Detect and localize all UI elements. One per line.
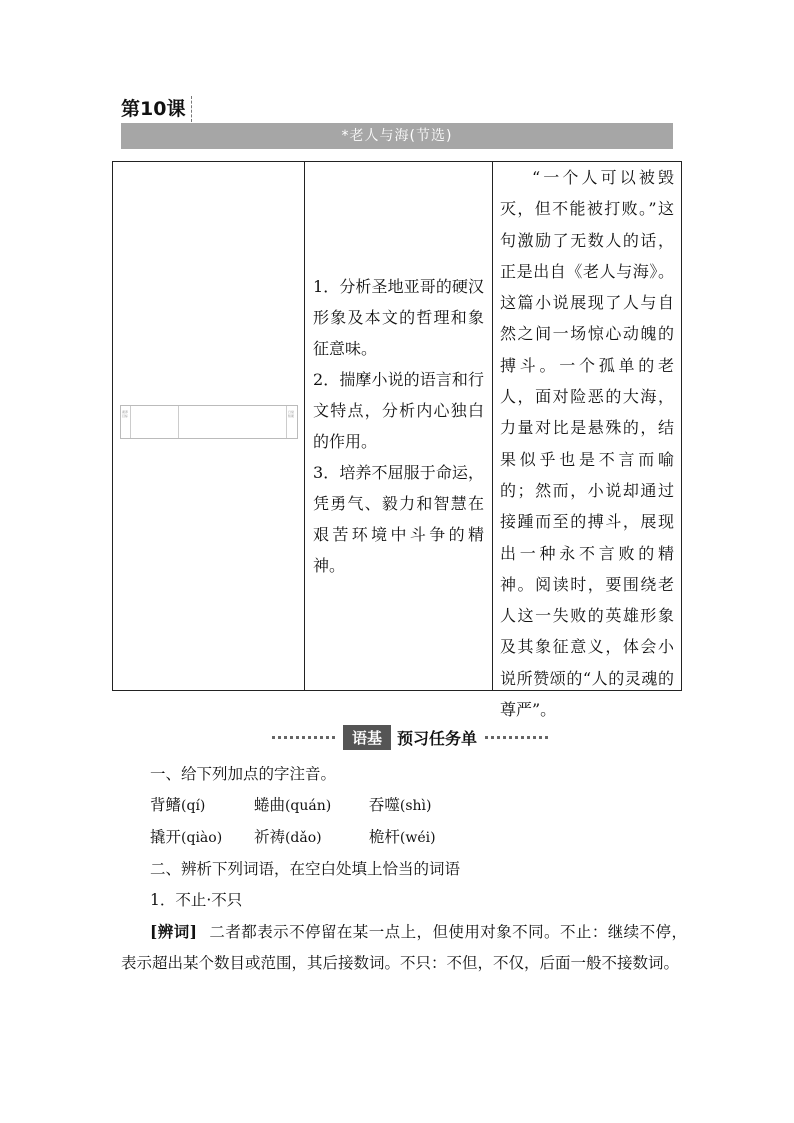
explain-tag: [辨词] <box>150 922 197 941</box>
task2-explanation <box>121 916 687 979</box>
goals-cell <box>305 162 493 690</box>
section-title: 预习任务单 <box>397 728 478 748</box>
thumbnail-column <box>179 406 287 438</box>
thumbnail-cell <box>113 162 305 690</box>
word-text: 吞噬 <box>368 796 400 814</box>
word-text: 祈祷 <box>253 828 285 846</box>
explain-text: 二者都表示不停留在某一点上，但使用对象不同。不止：继续不停，表示超出某个数目或范围，其后接数词。不只：不但，不仅，后面一般不接数词。 <box>121 923 687 972</box>
word-item <box>369 790 489 822</box>
word-pinyin: (qiào) <box>181 830 223 846</box>
goals-list <box>305 271 492 581</box>
task1-heading: 一、给下列加点的字注音。 <box>150 765 337 783</box>
dotted-divider <box>485 736 548 739</box>
word-item <box>150 822 249 854</box>
goal-item: 2．揣摩小说的语言和行文特点，分析内心独白的作用。 <box>313 370 484 451</box>
word-pinyin: (wéi) <box>399 830 436 846</box>
word-item <box>254 790 364 822</box>
word-pinyin: (shì) <box>399 798 432 814</box>
word-text: 撬开 <box>150 828 182 846</box>
word-row <box>121 790 687 822</box>
word-pinyin: (dǎo) <box>284 830 322 846</box>
word-item <box>254 822 364 854</box>
goal-item: 1．分析圣地亚哥的硬汉形象及本文的哲理和象征意味。 <box>313 277 484 358</box>
word-pinyin: (quán) <box>284 798 332 814</box>
word-item <box>369 822 489 854</box>
thumbnail-left-label: 素养目标 <box>121 406 131 438</box>
lesson-number: 第10课 <box>121 96 192 122</box>
section-badge: 语基 <box>343 725 391 750</box>
word-pinyin: (qí) <box>181 798 206 814</box>
intro-cell <box>493 162 681 720</box>
word-item <box>150 790 249 822</box>
intro-table <box>112 161 682 720</box>
word-text: 背鳍 <box>150 796 182 814</box>
goal-item: 3．培养不屈服于命运，凭勇气、毅力和智慧在艰苦环境中斗争的精神。 <box>313 463 484 575</box>
lesson-title: *老人与海(节选) <box>121 123 673 149</box>
word-text: 蜷曲 <box>253 796 285 814</box>
task2-item: 1．不止·不只 <box>150 891 243 909</box>
task-body <box>121 759 687 979</box>
thumbnail-column <box>131 406 179 438</box>
section-header <box>272 724 548 750</box>
lesson-header <box>121 96 673 149</box>
word-text: 桅杆 <box>368 828 400 846</box>
thumbnail-image <box>120 405 298 439</box>
dotted-divider <box>272 736 335 739</box>
thumbnail-right-label: 日常积累 <box>288 410 295 418</box>
task2-heading: 二、辨析下列词语，在空白处填上恰当的词语 <box>150 860 461 878</box>
intro-paragraph: “一个人可以被毁灭，但不能被打败。”这句激励了无数人的话，正是出自《老人与海》。这篇小说展现了人与自然之间一场惊心动魄的搏斗。一个孤单的老人，面对险恶的大海，力量对比是悬殊的，结果似乎也是不言而喻的；然而，小说却通过接踵而至的搏斗，展现出一种永不言败的精神。阅读时，要围绕老人这一失败的英雄形象及其象征意义，体会小说所赞颂的“人的灵魂的尊严”。 <box>500 168 674 720</box>
word-row <box>121 822 687 854</box>
